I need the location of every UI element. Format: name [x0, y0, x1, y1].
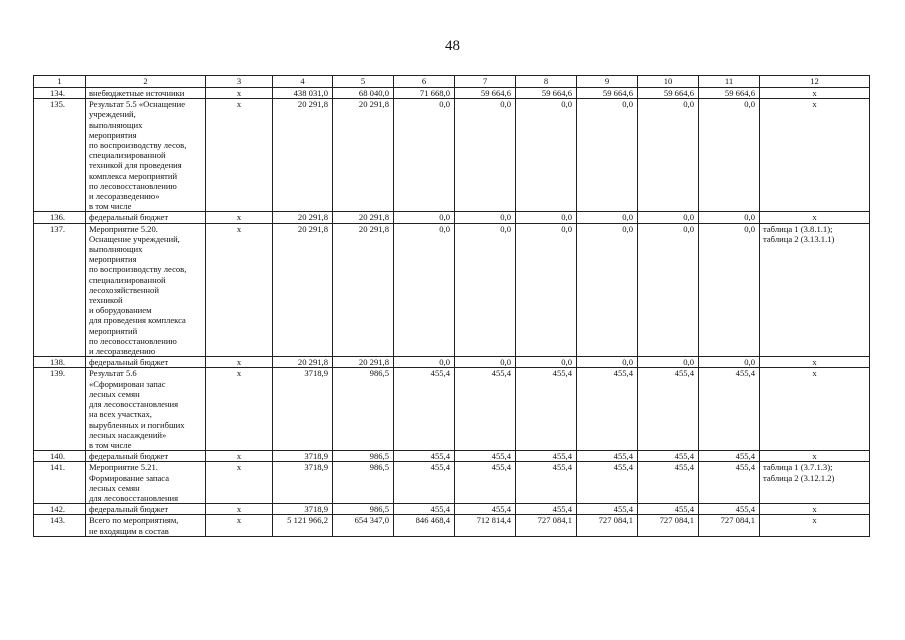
value-cell: 0,0: [394, 357, 455, 368]
value-cell: 20 291,8: [333, 357, 394, 368]
value-cell: 455,4: [394, 462, 455, 504]
value-cell: 727 084,1: [699, 515, 760, 536]
value-cell: 0,0: [394, 212, 455, 223]
unit-cell: x: [206, 515, 273, 536]
value-cell: 986,5: [333, 462, 394, 504]
row-description: Мероприятие 5.20. Оснащение учреждений, выполняющих мероприятия по воспроизводству лесов, специализированной лесохозяйственной техникой и оборудованием для проведения комплекса мероприятий по лесовосстановлению и лесоразведению: [86, 223, 206, 357]
value-cell: 20 291,8: [273, 99, 333, 212]
value-cell: 986,5: [333, 451, 394, 462]
header-cell: 12: [760, 76, 870, 88]
row-number: 143.: [34, 515, 86, 536]
unit-cell: x: [206, 212, 273, 223]
value-cell: 0,0: [455, 223, 516, 357]
unit-cell: x: [206, 451, 273, 462]
value-cell: 455,4: [638, 451, 699, 462]
row-description: Мероприятие 5.21. Формирование запаса лесных семян для лесовосстановления: [86, 462, 206, 504]
value-cell: 71 668,0: [394, 88, 455, 99]
value-cell: 0,0: [577, 223, 638, 357]
reference-cell: таблица 1 (3.7.1.3); таблица 2 (3.12.1.2): [760, 462, 870, 504]
row-description: федеральный бюджет: [86, 212, 206, 223]
value-cell: 455,4: [577, 504, 638, 515]
row-number: 135.: [34, 99, 86, 212]
table-row: [34, 223, 870, 357]
value-cell: 0,0: [516, 212, 577, 223]
header-cell: 5: [333, 76, 394, 88]
value-cell: 455,4: [699, 451, 760, 462]
table-row: [34, 99, 870, 212]
table-row: [34, 88, 870, 99]
value-cell: 455,4: [455, 462, 516, 504]
value-cell: 455,4: [577, 462, 638, 504]
table-row: [34, 357, 870, 368]
value-cell: 455,4: [638, 504, 699, 515]
value-cell: 3718,9: [273, 451, 333, 462]
header-cell: 1: [34, 76, 86, 88]
unit-cell: x: [206, 504, 273, 515]
table-row: [34, 504, 870, 515]
value-cell: 0,0: [516, 99, 577, 212]
reference-cell: x: [760, 357, 870, 368]
table-row: [34, 515, 870, 536]
value-cell: 59 664,6: [577, 88, 638, 99]
unit-cell: x: [206, 357, 273, 368]
value-cell: 455,4: [516, 368, 577, 451]
reference-cell: x: [760, 88, 870, 99]
value-cell: 0,0: [699, 99, 760, 212]
row-description: федеральный бюджет: [86, 357, 206, 368]
row-number: 139.: [34, 368, 86, 451]
value-cell: 20 291,8: [273, 357, 333, 368]
unit-cell: x: [206, 368, 273, 451]
header-cell: 10: [638, 76, 699, 88]
value-cell: 455,4: [455, 504, 516, 515]
row-description: федеральный бюджет: [86, 451, 206, 462]
value-cell: 455,4: [699, 504, 760, 515]
value-cell: 727 084,1: [516, 515, 577, 536]
table-row: [34, 462, 870, 504]
row-description: Всего по мероприятиям, не входящим в состав: [86, 515, 206, 536]
reference-cell: x: [760, 368, 870, 451]
value-cell: 0,0: [699, 357, 760, 368]
value-cell: 20 291,8: [273, 223, 333, 357]
value-cell: 712 814,4: [455, 515, 516, 536]
value-cell: 0,0: [577, 357, 638, 368]
value-cell: 3718,9: [273, 368, 333, 451]
value-cell: 0,0: [394, 99, 455, 212]
value-cell: 455,4: [638, 462, 699, 504]
value-cell: 986,5: [333, 504, 394, 515]
value-cell: 0,0: [638, 99, 699, 212]
value-cell: 0,0: [699, 223, 760, 357]
value-cell: 59 664,6: [638, 88, 699, 99]
value-cell: 727 084,1: [638, 515, 699, 536]
value-cell: 0,0: [577, 212, 638, 223]
value-cell: 5 121 966,2: [273, 515, 333, 536]
value-cell: 68 040,0: [333, 88, 394, 99]
value-cell: 3718,9: [273, 462, 333, 504]
value-cell: 455,4: [455, 451, 516, 462]
value-cell: 455,4: [394, 368, 455, 451]
value-cell: 727 084,1: [577, 515, 638, 536]
value-cell: 0,0: [638, 212, 699, 223]
value-cell: 0,0: [516, 357, 577, 368]
table-row: [34, 368, 870, 451]
reference-cell: x: [760, 212, 870, 223]
header-cell: 7: [455, 76, 516, 88]
header-cell: 9: [577, 76, 638, 88]
reference-cell: таблица 1 (3.8.1.1); таблица 2 (3.13.1.1): [760, 223, 870, 357]
row-number: 134.: [34, 88, 86, 99]
reference-cell: x: [760, 504, 870, 515]
value-cell: 438 031,0: [273, 88, 333, 99]
value-cell: 0,0: [638, 357, 699, 368]
value-cell: 455,4: [455, 368, 516, 451]
header-cell: 6: [394, 76, 455, 88]
value-cell: 0,0: [455, 357, 516, 368]
table-row: [34, 451, 870, 462]
row-description: Результат 5.5 «Оснащение учреждений, выполняющих мероприятия по воспроизводству лесов, специализированной техникой для проведения комплекса мероприятий по лесовосстановлению и лесоразведению» в том числе: [86, 99, 206, 212]
value-cell: 59 664,6: [455, 88, 516, 99]
value-cell: 455,4: [516, 462, 577, 504]
value-cell: 455,4: [577, 451, 638, 462]
value-cell: 455,4: [394, 504, 455, 515]
value-cell: 0,0: [577, 99, 638, 212]
value-cell: 455,4: [699, 368, 760, 451]
value-cell: 455,4: [516, 451, 577, 462]
value-cell: 846 468,4: [394, 515, 455, 536]
value-cell: 455,4: [394, 451, 455, 462]
value-cell: 20 291,8: [273, 212, 333, 223]
page-number: 48: [445, 38, 460, 54]
value-cell: 455,4: [577, 368, 638, 451]
value-cell: 455,4: [516, 504, 577, 515]
value-cell: 20 291,8: [333, 212, 394, 223]
row-number: 140.: [34, 451, 86, 462]
row-number: 141.: [34, 462, 86, 504]
header-cell: 4: [273, 76, 333, 88]
unit-cell: x: [206, 88, 273, 99]
row-number: 142.: [34, 504, 86, 515]
value-cell: 59 664,6: [699, 88, 760, 99]
unit-cell: x: [206, 223, 273, 357]
row-number: 136.: [34, 212, 86, 223]
header-cell: 11: [699, 76, 760, 88]
value-cell: 0,0: [455, 99, 516, 212]
header-cell: 2: [86, 76, 206, 88]
value-cell: 20 291,8: [333, 99, 394, 212]
reference-cell: x: [760, 451, 870, 462]
value-cell: 654 347,0: [333, 515, 394, 536]
header-cell: 8: [516, 76, 577, 88]
value-cell: 3718,9: [273, 504, 333, 515]
unit-cell: x: [206, 462, 273, 504]
value-cell: 0,0: [699, 212, 760, 223]
value-cell: 20 291,8: [333, 223, 394, 357]
row-description: федеральный бюджет: [86, 504, 206, 515]
reference-cell: x: [760, 99, 870, 212]
row-description: Результат 5.6 «Сформирован запас лесных семян для лесовосстановления на всех участках, вырубленных и погибших лесных насаждений» в том числе: [86, 368, 206, 451]
header-row: [34, 76, 870, 88]
value-cell: 59 664,6: [516, 88, 577, 99]
header-cell: 3: [206, 76, 273, 88]
value-cell: 0,0: [516, 223, 577, 357]
reference-cell: x: [760, 515, 870, 536]
budget-table: [33, 75, 870, 537]
row-description: внебюджетные источники: [86, 88, 206, 99]
row-number: 137.: [34, 223, 86, 357]
value-cell: 0,0: [455, 212, 516, 223]
row-number: 138.: [34, 357, 86, 368]
value-cell: 986,5: [333, 368, 394, 451]
unit-cell: x: [206, 99, 273, 212]
value-cell: 455,4: [699, 462, 760, 504]
table-row: [34, 212, 870, 223]
value-cell: 0,0: [394, 223, 455, 357]
value-cell: 455,4: [638, 368, 699, 451]
value-cell: 0,0: [638, 223, 699, 357]
